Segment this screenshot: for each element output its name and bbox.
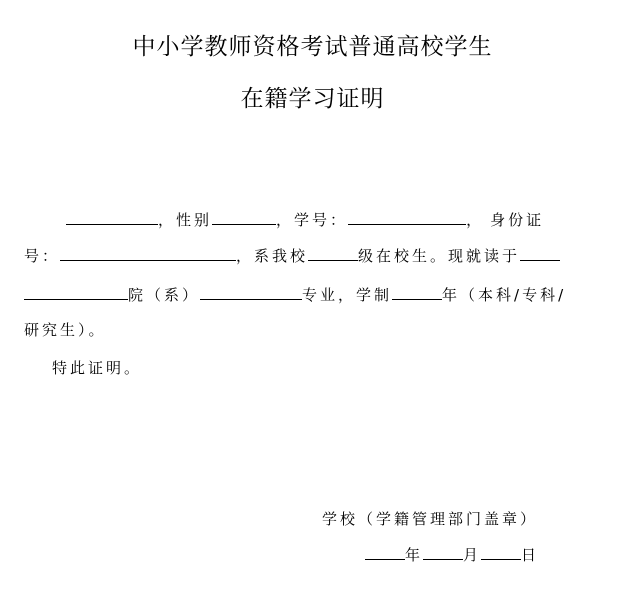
year-blank[interactable] (365, 543, 405, 560)
body-line-3 (24, 283, 566, 307)
id-card-label-part-2: 号： (24, 247, 61, 265)
comma: ， (158, 211, 177, 229)
comma: ， (276, 211, 295, 229)
body-line-1 (66, 208, 544, 232)
month-blank[interactable] (423, 543, 463, 560)
gender-blank[interactable] (212, 208, 276, 225)
student-id-blank[interactable] (348, 208, 466, 225)
years-degree-label: 年（本科/专科/ (442, 286, 567, 304)
day-blank[interactable] (481, 543, 521, 560)
document-title-line-2: 在籍学习证明 (240, 86, 385, 112)
id-card-label-part-1: 身份证 (490, 211, 545, 229)
grade-suffix-label: 级在校生。现就读于 (358, 247, 521, 265)
name-blank[interactable] (66, 208, 158, 225)
comma: ， (466, 211, 485, 229)
document-title-line-1: 中小学教师资格考试普通高校学生 (132, 34, 493, 60)
id-card-blank[interactable] (60, 244, 236, 261)
major-label: 专业，学制 (302, 286, 393, 304)
student-id-label: 学号： (294, 211, 349, 229)
certify-text: 特此证明。 (52, 359, 143, 377)
year-label: 年 (405, 546, 424, 564)
major-blank[interactable] (200, 283, 302, 300)
school-class-label: 系我校 (254, 247, 309, 265)
body-line-4: 研究生）。 (24, 321, 107, 339)
date-line (365, 543, 539, 567)
college-blank-start[interactable] (520, 244, 560, 261)
month-label: 月 (463, 546, 482, 564)
body-line-2 (24, 244, 560, 268)
grade-blank[interactable] (308, 244, 358, 261)
duration-blank[interactable] (392, 283, 442, 300)
gender-label: 性别 (176, 211, 213, 229)
college-blank[interactable] (24, 283, 128, 300)
college-label: 院（系） (128, 286, 201, 304)
day-label: 日 (521, 546, 540, 564)
comma: ， (236, 247, 255, 265)
school-seal-label: 学校（学籍管理部门盖章） (322, 510, 539, 528)
